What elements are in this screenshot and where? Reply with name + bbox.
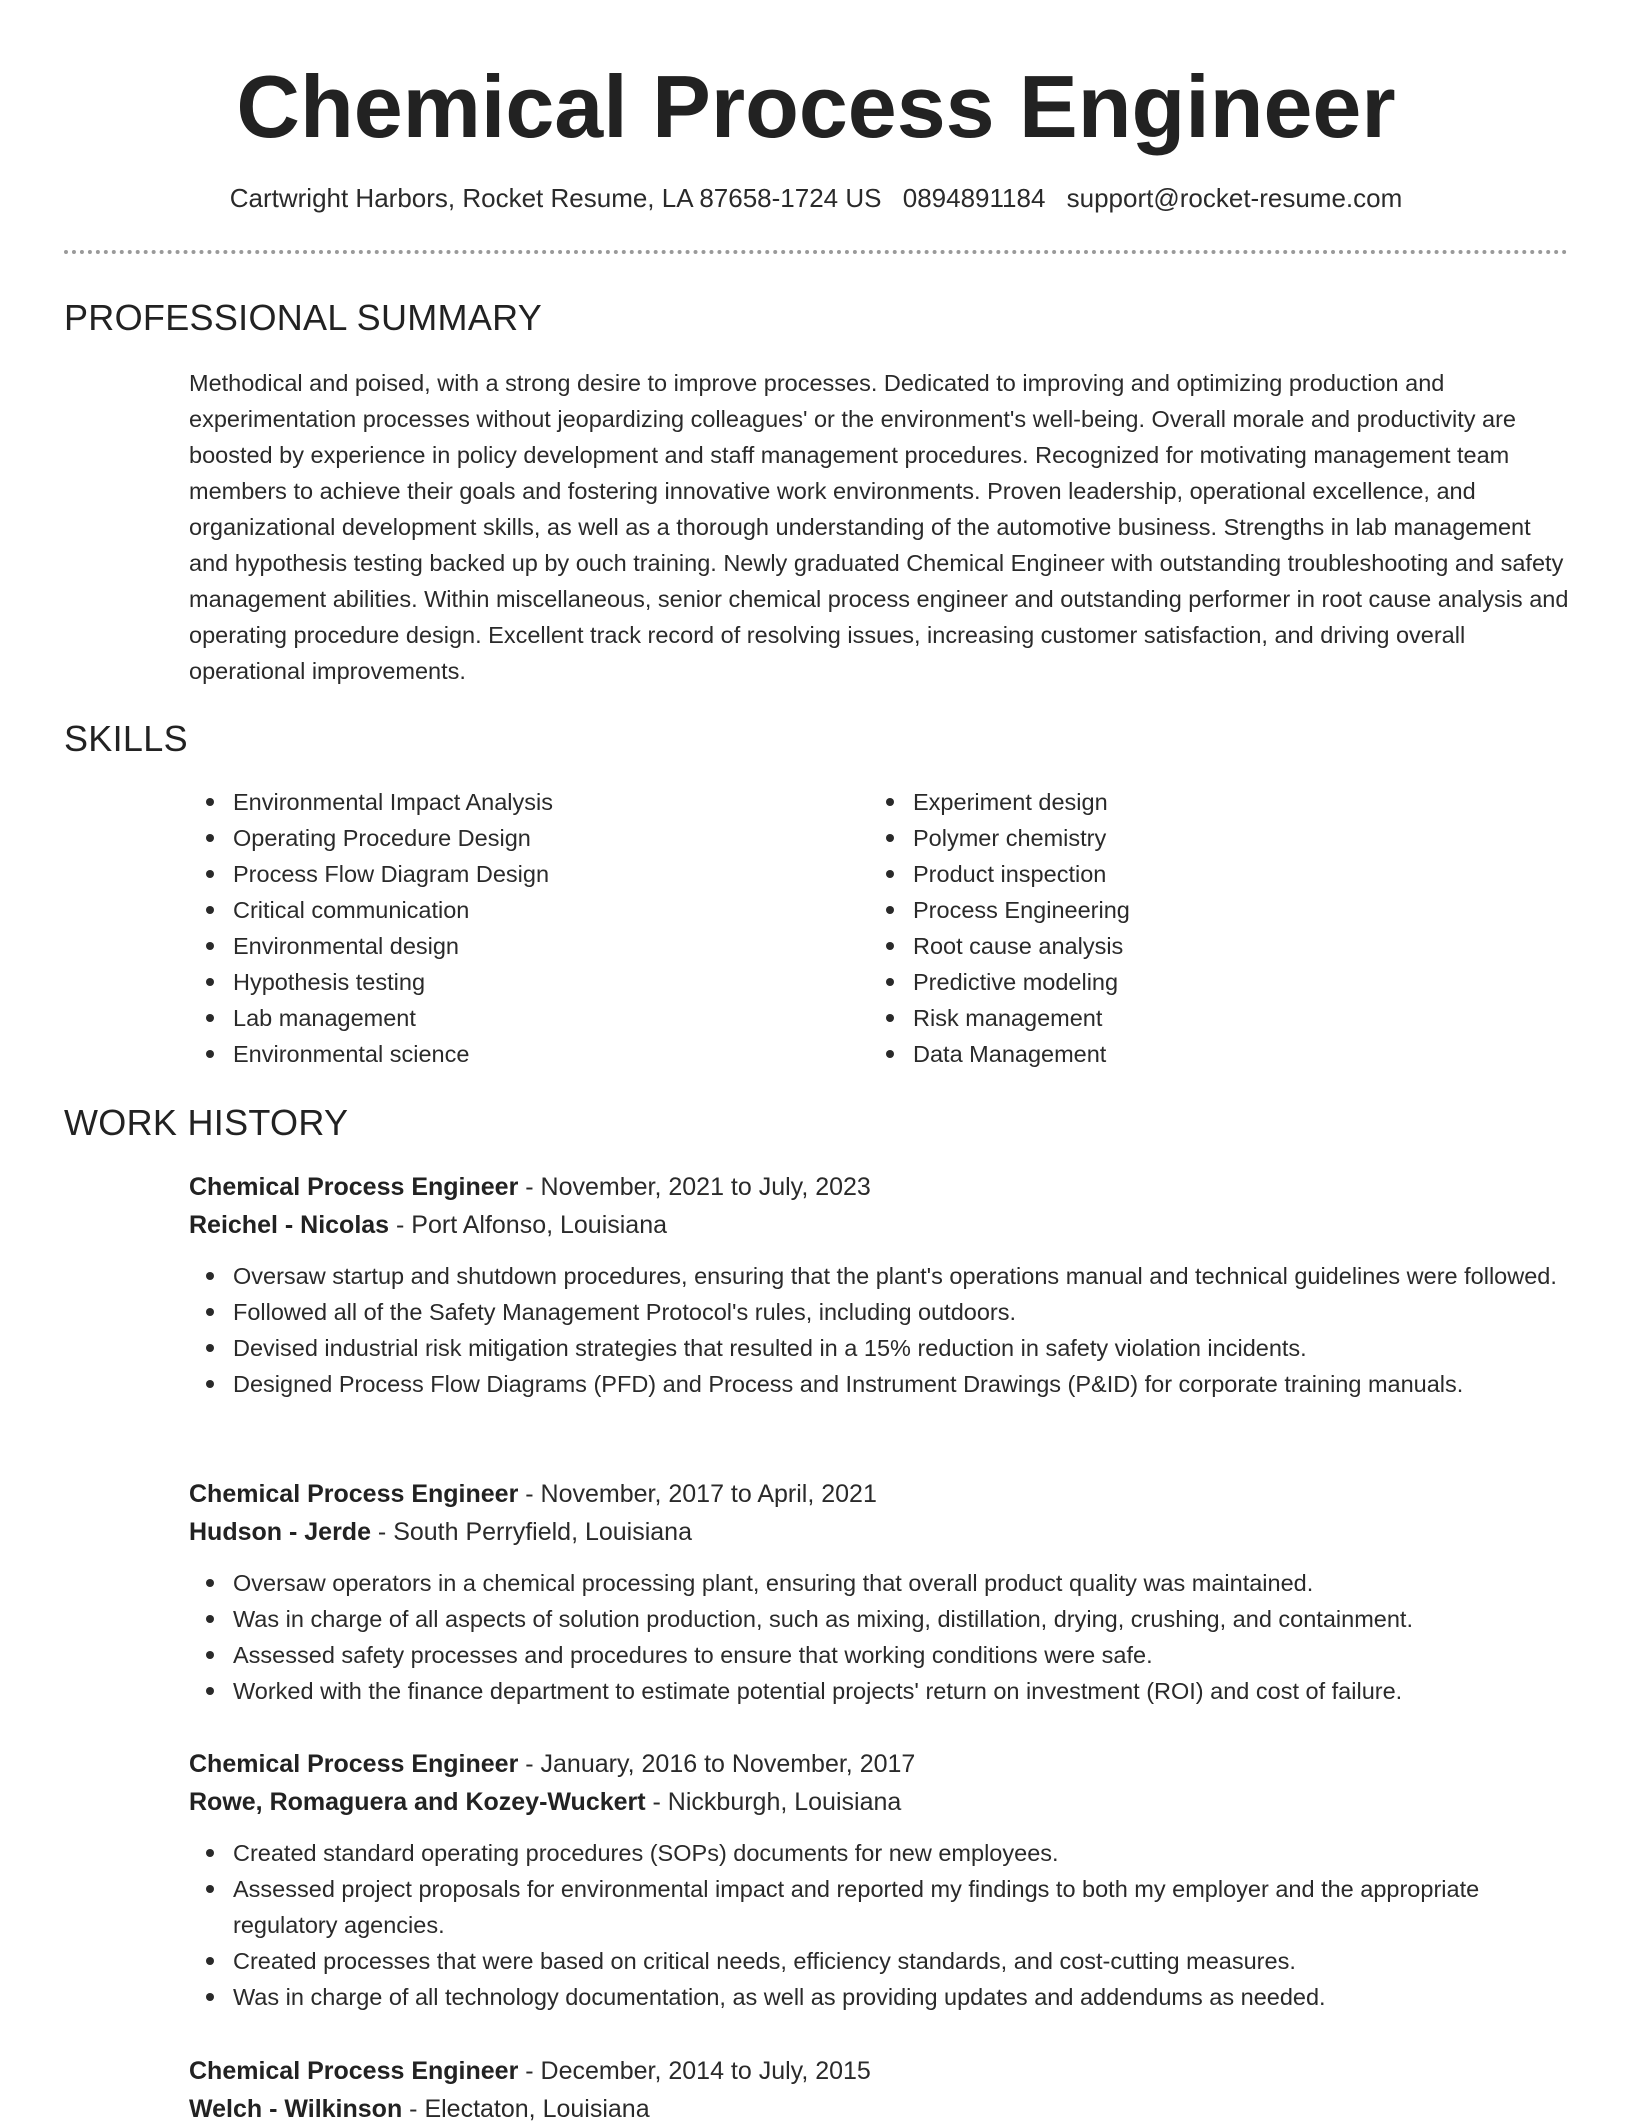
job-company: Reichel - Nicolas [189,1211,390,1239]
skill-item: Product inspection [869,856,1130,892]
summary-text: Methodical and poised, with a strong desire to improve processes. Dedicated to improving and optimizing production and experimentation processes without jeopardizing colleagues' or the environment's well-being. Overall morale and productivity are boosted by experience in policy development and staff management procedures. Recognized for motivating management team members to achieve their goals and fostering innovative work environments. Proven leadership, operational excellence, and organizational development skills, as well as a thorough understanding of the automotive business. Strengths in lab management and hypothesis testing backed up by ouch training. Newly graduated Chemical Engineer with outstanding troubleshooting and safety management abilities. Within miscellaneous, senior chemical process engineer and outstanding performer in root cause analysis and operating procedure design. Excellent track record of resolving issues, increasing customer satisfaction, and driving overall operational improvements. [189,370,1569,684]
job-title-line [189,1475,1569,1513]
skill-item: Data Management [869,1036,1130,1072]
job-location: - Nickburgh, Louisiana [645,1788,902,1816]
job-company: Welch - Wilkinson [189,2095,403,2123]
job-title-line [189,1745,1569,1783]
job-entry [189,2052,1569,2128]
skill-item: Polymer chemistry [869,820,1130,856]
job-duty: Assessed safety processes and procedures to ensure that working conditions were safe. [189,1637,1569,1673]
resume-name: Chemical Process Engineer [236,57,1396,156]
skill-item: Lab management [189,1000,553,1036]
job-duty: Assessed project proposals for environmental impact and reported my findings to both my employer and the appropriate regulatory agencies. [189,1871,1569,1943]
contact-line [0,180,1632,216]
job-role: Chemical Process Engineer [189,1173,519,1201]
job-company: Rowe, Romaguera and Kozey-Wuckert [189,1788,646,1816]
skills-list-left [189,784,553,1072]
contact-phone: 0894891184 [902,183,1046,213]
skill-item: Operating Procedure Design [189,820,553,856]
job-title-line [189,2052,1569,2090]
job-duties-list [189,1565,1569,1709]
skill-item: Process Engineering [869,892,1130,928]
job-company-line [189,2090,1569,2128]
skills-list-right [869,784,1130,1072]
job-dates: - December, 2014 to July, 2015 [518,2057,871,2085]
job-duty: Was in charge of all aspects of solution production, such as mixing, distillation, drying, crushing, and containment. [189,1601,1569,1637]
skill-item: Experiment design [869,784,1130,820]
job-duties-list [189,1835,1569,2015]
job-company-line [189,1206,1569,1244]
contact-email: support@rocket-resume.com [1066,183,1403,213]
job-company-line [189,1783,1569,1821]
job-duty: Created standard operating procedures (SOPs) documents for new employees. [189,1835,1569,1871]
work-history-heading: WORK HISTORY [64,1102,349,1143]
summary-heading: PROFESSIONAL SUMMARY [64,297,543,338]
skill-item: Root cause analysis [869,928,1130,964]
skill-item: Environmental Impact Analysis [189,784,553,820]
job-duties-list [189,1258,1569,1402]
skills-heading: SKILLS [64,718,188,759]
skill-item: Environmental design [189,928,553,964]
job-company-line [189,1513,1569,1551]
job-location: - Electaton, Louisiana [402,2095,650,2123]
contact-address: Cartwright Harbors, Rocket Resume, LA 87658-1724 US [229,183,882,213]
job-entry [189,1745,1569,2015]
job-duty: Was in charge of all technology documentation, as well as providing updates and addendums as needed. [189,1979,1569,2015]
job-role: Chemical Process Engineer [189,1750,519,1778]
job-role: Chemical Process Engineer [189,1480,519,1508]
job-location: - South Perryfield, Louisiana [370,1518,692,1546]
skill-item: Hypothesis testing [189,964,553,1000]
job-duty: Oversaw startup and shutdown procedures, ensuring that the plant's operations manual and technical guidelines were followed. [189,1258,1569,1294]
skill-item: Critical communication [189,892,553,928]
job-entry [189,1168,1569,1402]
job-role: Chemical Process Engineer [189,2057,519,2085]
job-company: Hudson - Jerde [189,1518,371,1546]
header-divider [64,250,1568,254]
job-title-line [189,1168,1569,1206]
skill-item: Risk management [869,1000,1130,1036]
job-dates: - November, 2017 to April, 2021 [518,1480,877,1508]
job-location: - Port Alfonso, Louisiana [389,1211,668,1239]
job-dates: - November, 2021 to July, 2023 [518,1173,871,1201]
job-entry [189,1475,1569,1709]
job-duty: Oversaw operators in a chemical processing plant, ensuring that overall product quality was maintained. [189,1565,1569,1601]
job-duty: Designed Process Flow Diagrams (PFD) and Process and Instrument Drawings (P&ID) for corporate training manuals. [189,1366,1569,1402]
job-dates: - January, 2016 to November, 2017 [518,1750,916,1778]
job-duty: Worked with the finance department to estimate potential projects' return on investment (ROI) and cost of failure. [189,1673,1569,1709]
skill-item: Predictive modeling [869,964,1130,1000]
job-duty: Created processes that were based on critical needs, efficiency standards, and cost-cutting measures. [189,1943,1569,1979]
skill-item: Process Flow Diagram Design [189,856,553,892]
skill-item: Environmental science [189,1036,553,1072]
job-duty: Devised industrial risk mitigation strategies that resulted in a 15% reduction in safety violation incidents. [189,1330,1569,1366]
job-duty: Followed all of the Safety Management Protocol's rules, including outdoors. [189,1294,1569,1330]
